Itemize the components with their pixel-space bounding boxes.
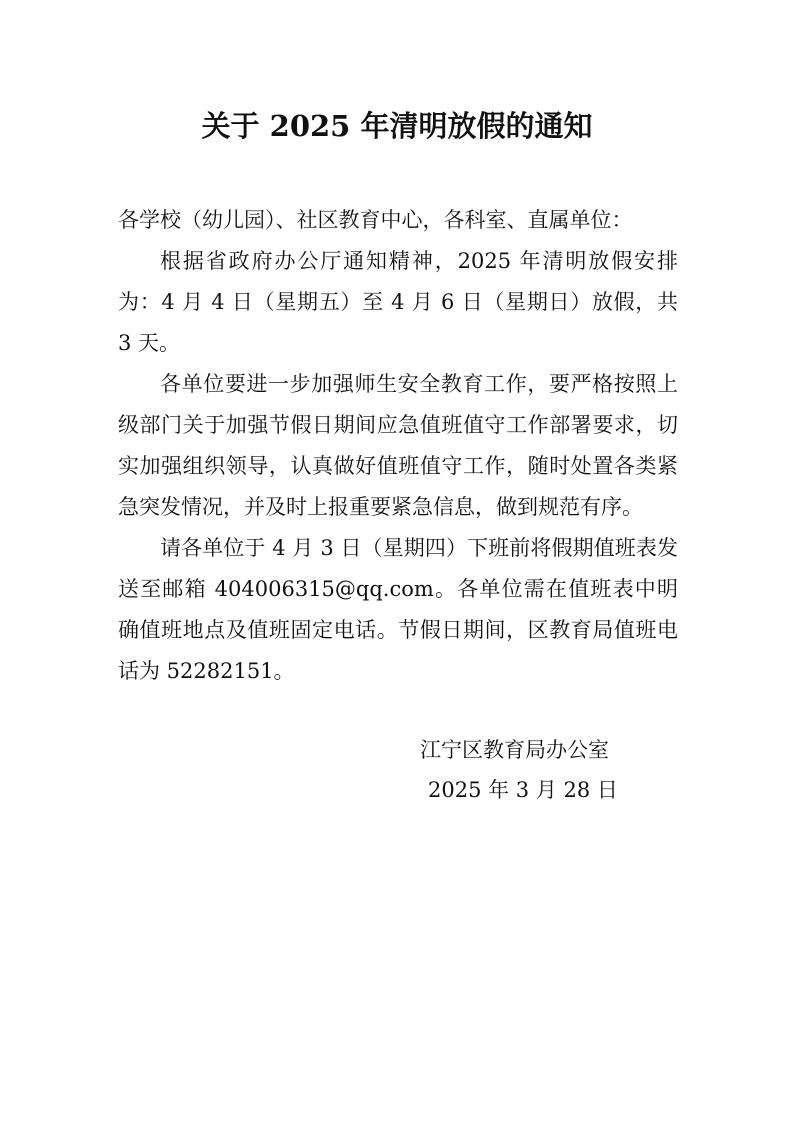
issuer-name: 江宁区教育局办公室 <box>420 738 609 762</box>
paragraph-holiday-schedule: 根据省政府办公厅通知精神，2025 年清明放假安排为：4 月 4 日（星期五）至 4 月 6 日（星期日）放假，共 3 天。 <box>118 249 678 355</box>
signature-block <box>420 730 618 810</box>
salutation: 各学校（幼儿园）、社区教育中心，各科室、直属单位： <box>118 208 633 232</box>
document-title: 关于 2025 年清明放假的通知 <box>201 109 593 143</box>
issue-date: 2025 年 3 月 28 日 <box>428 778 618 802</box>
paragraph-safety-requirements: 各单位要进一步加强师生安全教育工作，要严格按照上级部门关于加强节假日期间应急值班值守工作部署要求，切实加强组织领导，认真做好值班值守工作，随时处置各类紧急突发情况，并及时上报重要紧急信息，做到规范有序。 <box>118 372 678 519</box>
paragraph-duty-roster: 请各单位于 4 月 3 日（星期四）下班前将假期值班表发送至邮箱 404006315@qq.com。各单位需在值班表中明确值班地点及值班固定电话。节假日期间，区教育局值班电话为 52282151。 <box>118 536 678 683</box>
document-body <box>118 200 678 692</box>
